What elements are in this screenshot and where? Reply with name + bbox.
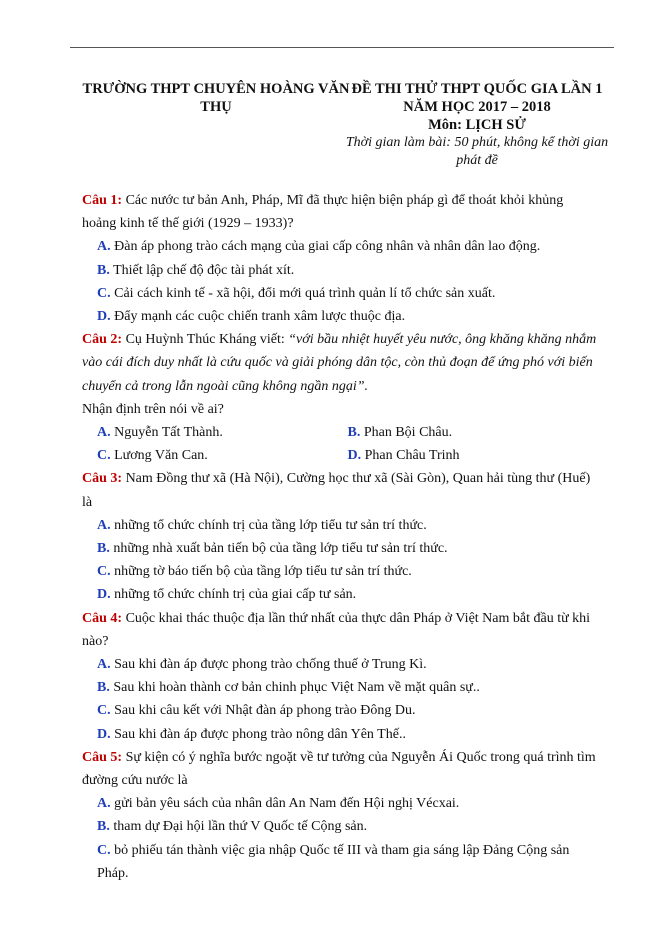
option-text: gửi bản yêu sách của nhân dân An Nam đến Hội nghị Vécxai. [114, 796, 460, 812]
option-text: Sau khi câu kết với Nhật đàn áp phong trào Đông Du. [114, 703, 416, 719]
option-label: A. [97, 239, 111, 255]
option-1b [82, 259, 598, 282]
option-label: A. [97, 657, 111, 673]
question-text: Các nước tư bản Anh, Pháp, Mĩ đã thực hiện biện pháp gì để thoát khỏi khủng hoảng kinh tế thế giới (1929 – 1933)? [82, 193, 564, 232]
option-text: Cải cách kinh tế - xã hội, đổi mới quá trình quản lí tổ chức sản xuất. [114, 285, 496, 301]
option-row [82, 444, 598, 467]
option-label: B. [97, 541, 110, 557]
question-text: Cuộc khai thác thuộc địa lần thứ nhất của thực dân Pháp ở Việt Nam bắt đầu từ khi nào? [82, 610, 591, 649]
option-label: D. [97, 309, 111, 325]
school-year: NĂM HỌC 2017 – 2018 [403, 99, 551, 115]
option-4b [82, 676, 598, 699]
option-label: C. [97, 564, 111, 580]
option-3b [82, 537, 598, 560]
option-label: A. [97, 517, 111, 533]
option-label: B. [97, 262, 110, 278]
option-row [82, 421, 598, 444]
option-1a [82, 235, 598, 258]
option-label: D. [97, 726, 111, 742]
option-2a [97, 421, 348, 444]
question-1 [82, 189, 598, 235]
option-label: C. [97, 703, 111, 719]
option-text: Sau khi đàn áp được phong trào nông dân Yên Thế.. [114, 726, 406, 742]
option-label: B. [97, 680, 110, 696]
option-label: B. [97, 819, 110, 835]
option-text: những tổ chức chính trị của giai cấp tư sản. [114, 587, 357, 603]
question-text: Nam Đồng thư xã (Hà Nội), Cường học thư xã (Sài Gòn), Quan hải tùng thư (Huế) là [82, 471, 591, 510]
option-text: những tổ chức chính trị của tầng lớp tiểu tư sản trí thức. [114, 517, 427, 533]
option-5a [82, 792, 598, 815]
option-1d [82, 305, 598, 328]
question-text: Cụ Huỳnh Thúc Kháng viết: [125, 332, 289, 348]
option-5c [82, 839, 598, 885]
exam-title: ĐỀ THI THỬ THPT QUỐC GIA LẦN 1 [351, 81, 603, 97]
question-label: Câu 2: [82, 332, 123, 348]
option-label: C. [97, 285, 111, 301]
option-text: những tờ báo tiến bộ của tầng lớp tiểu tư sản trí thức. [114, 564, 412, 580]
option-2b [348, 421, 599, 444]
time-note: Thời gian làm bài: 50 phút, không kể thời gian phát đề [345, 135, 609, 168]
option-text: tham dự Đại hội lần thứ V Quốc tế Cộng sản. [113, 819, 368, 835]
question-label: Câu 3: [82, 471, 123, 487]
question-2-prompt: Nhận định trên nói về ai? [82, 401, 224, 417]
option-text: Lương Văn Can. [114, 448, 208, 464]
option-text: Nguyễn Tất Thành. [114, 425, 223, 441]
option-3a [82, 514, 598, 537]
question-2 [82, 328, 598, 398]
question-5 [82, 746, 598, 792]
option-text: Sau khi đàn áp được phong trào chống thuế ở Trung Kì. [114, 657, 427, 673]
option-text: Thiết lập chế độ độc tài phát xít. [113, 262, 295, 278]
school-name: TRƯỜNG THPT CHUYÊN HOÀNG VĂN THỤ [82, 81, 350, 115]
option-label: C. [97, 842, 111, 858]
option-text: Phan Bội Châu. [363, 425, 453, 441]
option-label: C. [97, 448, 111, 464]
option-4d [82, 723, 598, 746]
option-text: Sau khi hoàn thành cơ bản chinh phục Việt Nam về mặt quân sự.. [113, 680, 480, 696]
question-4 [82, 607, 598, 653]
option-text: Phan Châu Trinh [364, 448, 460, 464]
question-label: Câu 1: [82, 193, 123, 208]
exam-info [338, 80, 616, 170]
option-text: bỏ phiếu tán thành việc gia nhập Quốc tế III và tham gia sáng lập Đảng Cộng sản Pháp. [97, 842, 570, 881]
option-label: D. [97, 587, 111, 603]
option-2d [348, 444, 599, 467]
option-4a [82, 653, 598, 676]
option-text: Đàn áp phong trào cách mạng của giai cấp công nhân và nhân dân lao động. [114, 239, 541, 255]
question-label: Câu 4: [82, 610, 123, 626]
top-rule [70, 47, 614, 48]
question-quote: “với bầu nhiệt huyết yêu nước, ông khăng khăng nhắm vào cái đích duy nhất là cứu quốc và giải phóng dân tộc, còn thủ đoạn để ứng phó với biến chuyển cả trong lẫn ngoài cũng không ngần ngại”. [82, 332, 597, 394]
option-1c [82, 282, 598, 305]
option-2c [97, 444, 348, 467]
option-text: những nhà xuất bản tiến bộ của tầng lớp tiểu tư sản trí thức. [113, 541, 448, 557]
option-label: D. [347, 448, 362, 464]
option-label: B. [347, 425, 361, 441]
questions-content [82, 189, 598, 885]
question-label: Câu 5: [82, 749, 123, 765]
option-5b [82, 815, 598, 838]
subject: Môn: LỊCH SỬ [428, 117, 526, 133]
option-3d [82, 583, 598, 606]
question-text: Sự kiện có ý nghĩa bước ngoặt về tư tưởng của Nguyễn Ái Quốc trong quá trình tìm đường cứu nước là [82, 749, 596, 789]
option-3c [82, 560, 598, 583]
option-text: Đẩy mạnh các cuộc chiến tranh xâm lược thuộc địa. [114, 309, 406, 325]
question-3 [82, 467, 598, 513]
option-4c [82, 699, 598, 722]
option-label: A. [97, 425, 111, 441]
option-label: A. [97, 796, 111, 812]
